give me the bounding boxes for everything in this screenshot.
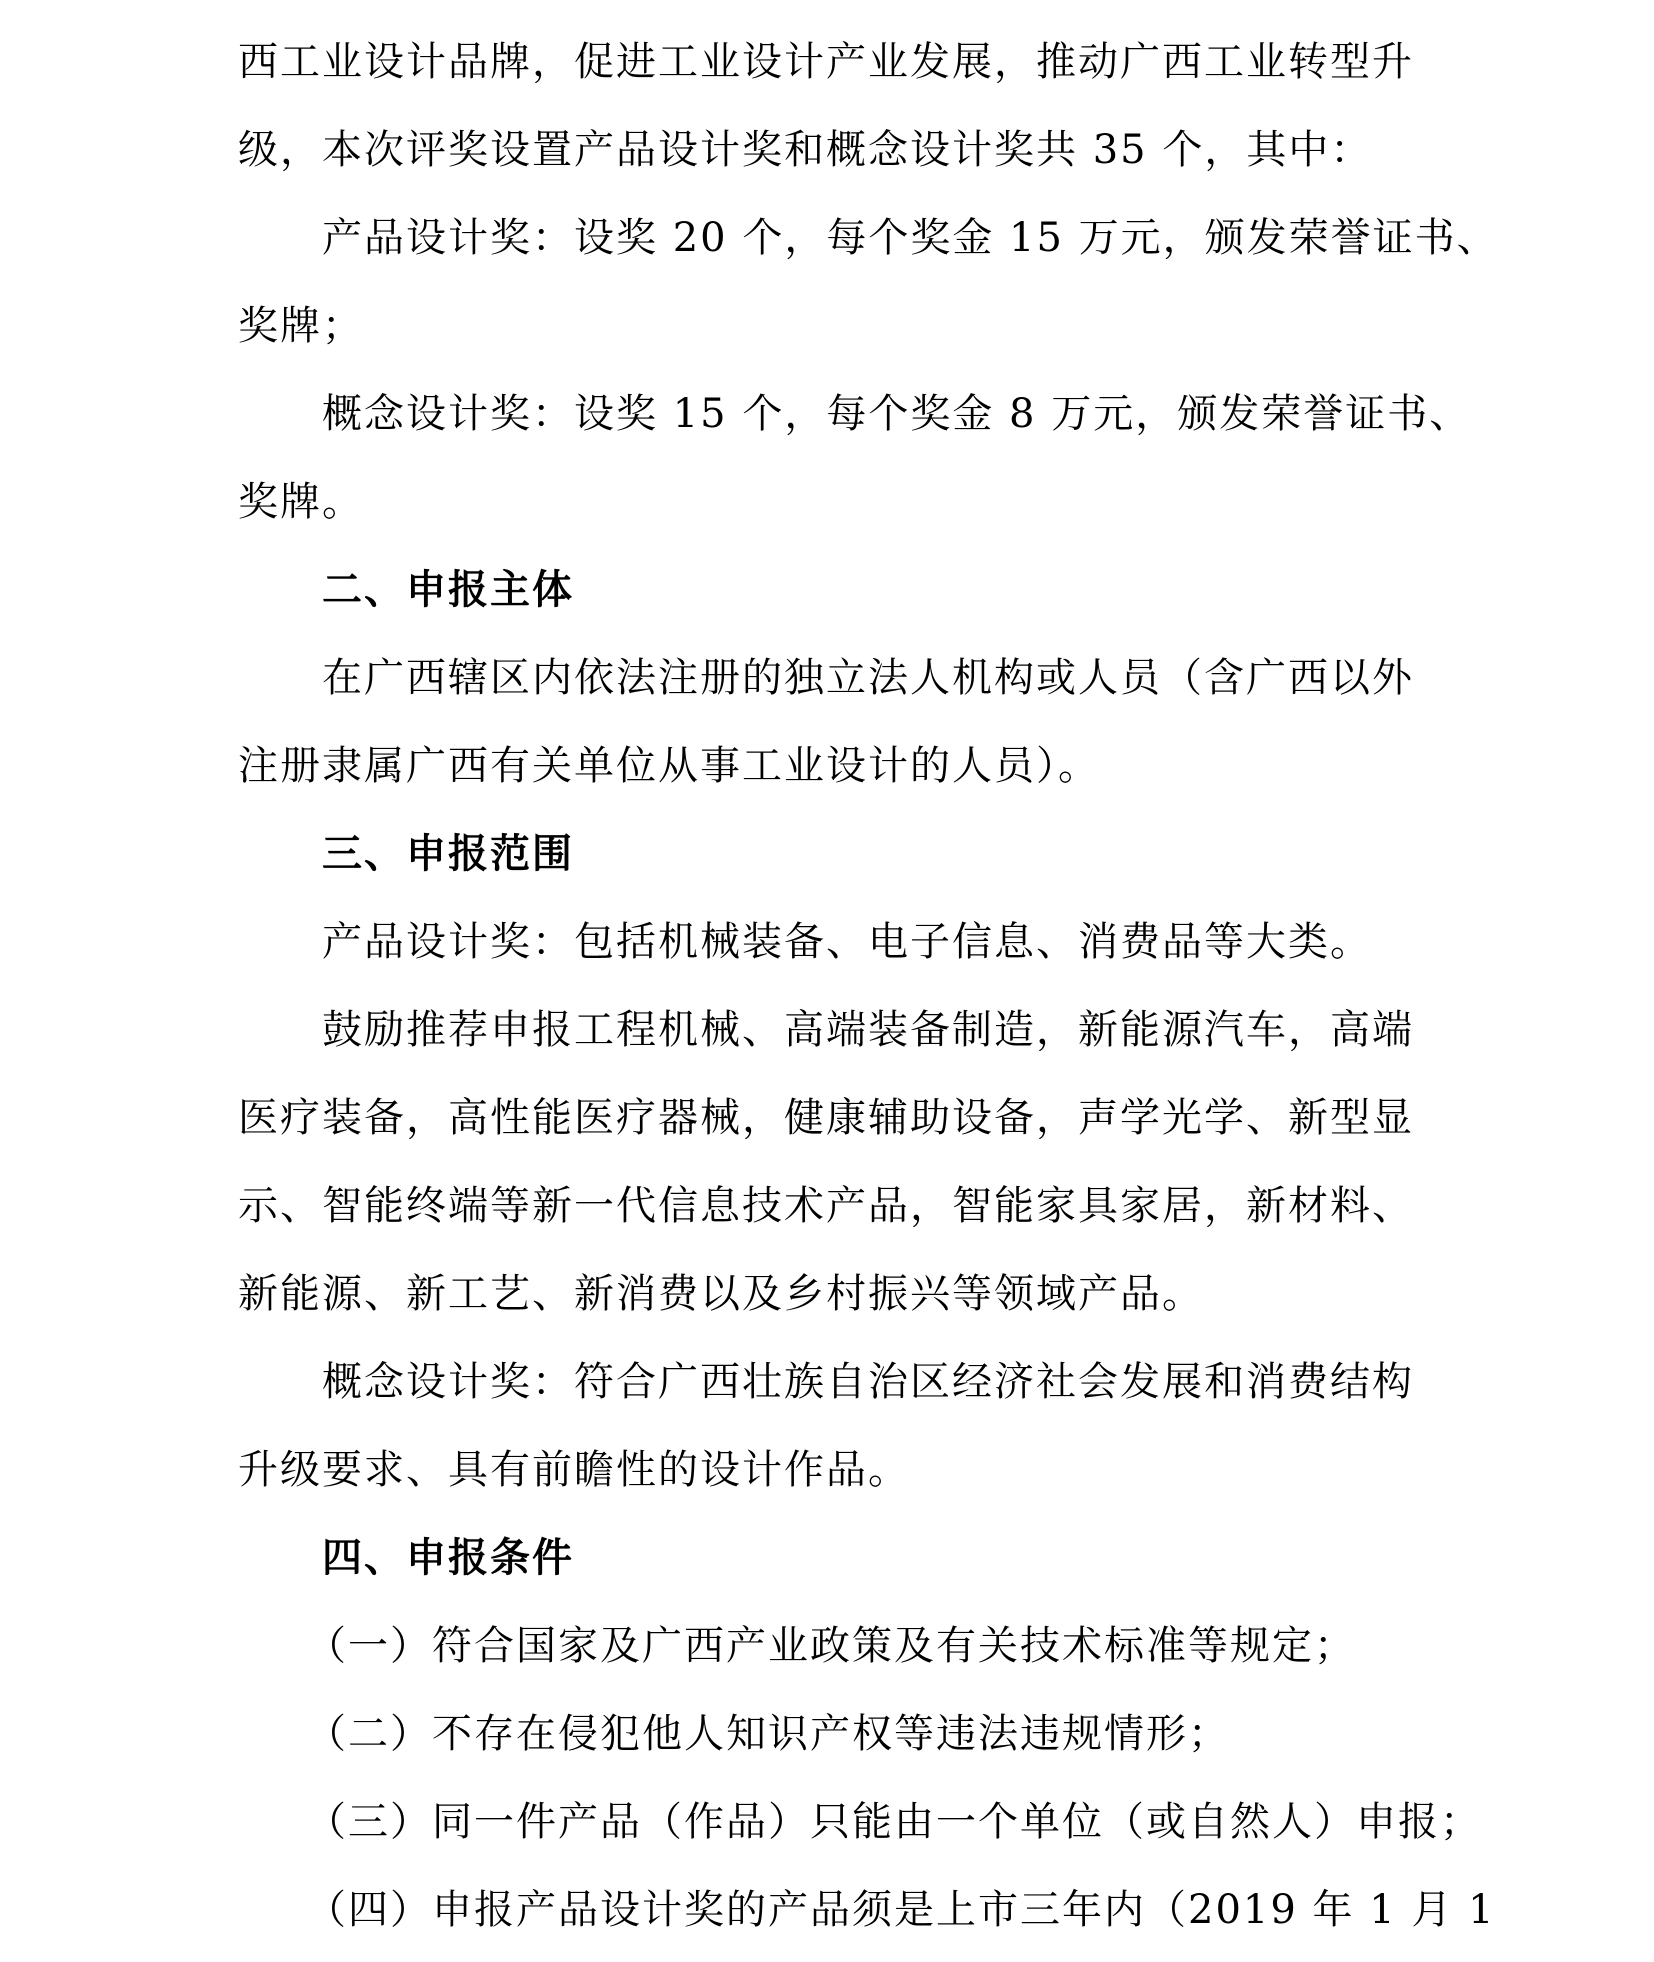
- section-heading-applicant: 二、申报主体: [322, 567, 574, 613]
- paragraph-line: 示、智能终端等新一代信息技术产品，智能家具家居，新材料、: [238, 1183, 1414, 1229]
- section-heading-conditions: 四、申报条件: [322, 1535, 574, 1581]
- paragraph-line: 在广西辖区内依法注册的独立法人机构或人员（含广西以外: [322, 655, 1414, 701]
- list-item: （一）符合国家及广西产业政策及有关技术标准等规定；: [306, 1623, 1356, 1669]
- paragraph-line: 鼓励推荐申报工程机械、高端装备制造，新能源汽车，高端: [322, 1007, 1414, 1053]
- paragraph-line: 奖牌；: [238, 303, 364, 349]
- list-item: （二）不存在侵犯他人知识产权等违法违规情形；: [306, 1711, 1230, 1757]
- paragraph-line: 西工业设计品牌，促进工业设计产业发展，推动广西工业转型升: [238, 39, 1414, 85]
- paragraph-line: 级，本次评奖设置产品设计奖和概念设计奖共 35 个，其中：: [238, 127, 1373, 173]
- paragraph-line: 新能源、新工艺、新消费以及乡村振兴等领域产品。: [238, 1271, 1204, 1317]
- list-item: （四）申报产品设计奖的产品须是上市三年内（2019 年 1 月 1: [306, 1887, 1496, 1933]
- paragraph-line: 产品设计奖：设奖 20 个，每个奖金 15 万元，颁发荣誉证书、: [322, 215, 1499, 261]
- paragraph-line: 概念设计奖：设奖 15 个，每个奖金 8 万元，颁发荣誉证书、: [322, 391, 1472, 437]
- paragraph-line: 产品设计奖：包括机械装备、电子信息、消费品等大类。: [322, 919, 1372, 965]
- list-item: （三）同一件产品（作品）只能由一个单位（或自然人）申报；: [306, 1799, 1482, 1845]
- paragraph-line: 升级要求、具有前瞻性的设计作品。: [238, 1447, 910, 1493]
- section-heading-scope: 三、申报范围: [322, 831, 574, 877]
- paragraph-line: 注册隶属广西有关单位从事工业设计的人员）。: [238, 743, 1100, 789]
- document-page: [238, 18, 1499, 1954]
- paragraph-line: 医疗装备，高性能医疗器械，健康辅助设备，声学光学、新型显: [238, 1095, 1414, 1141]
- paragraph-line: 奖牌。: [238, 479, 364, 525]
- paragraph-line: 概念设计奖：符合广西壮族自治区经济社会发展和消费结构: [322, 1359, 1414, 1405]
